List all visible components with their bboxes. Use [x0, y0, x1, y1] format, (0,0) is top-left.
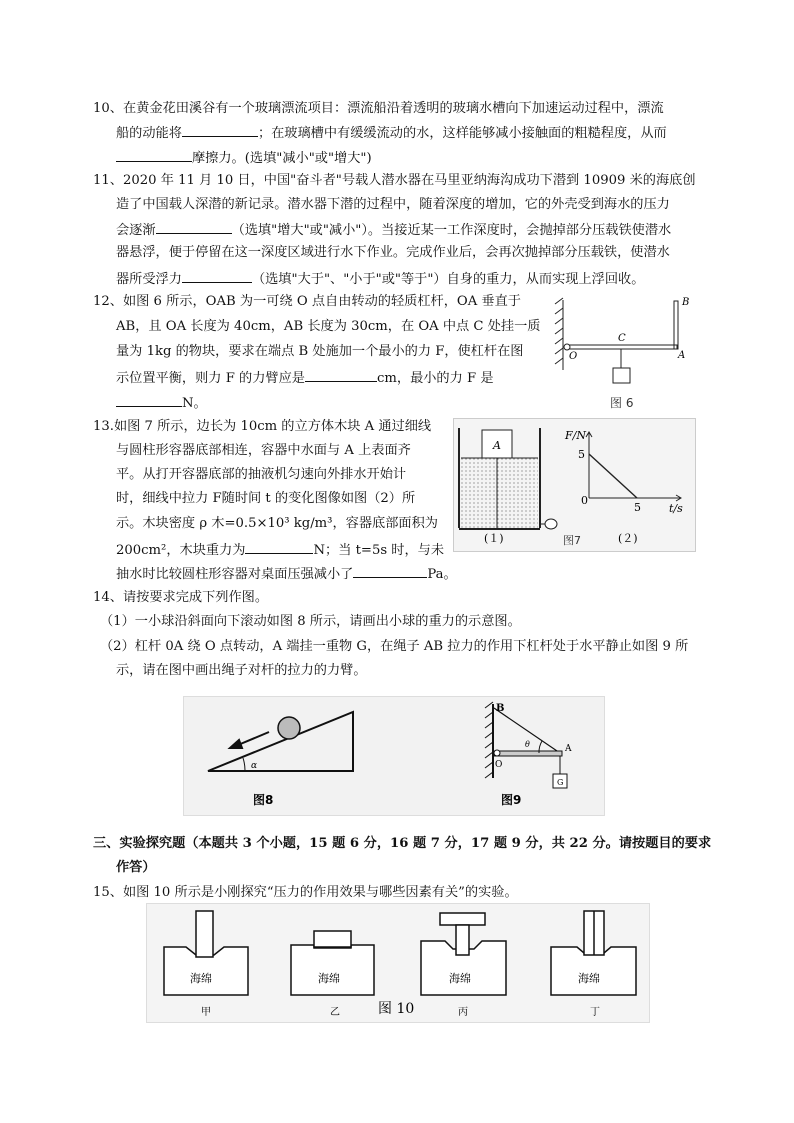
fig8-caption: 图8: [253, 793, 274, 807]
q12-text: N。: [182, 396, 207, 411]
q13-text: 抽水时比较圆柱形容器对桌面压强减小了: [116, 567, 354, 582]
q10-text: 摩擦力。(选填"减小"或"增大"): [192, 151, 372, 166]
figure-10: [146, 903, 650, 1023]
fig9-label-b: B: [496, 703, 505, 714]
fig7-origin: 0: [581, 494, 588, 507]
fig8-ball: [278, 717, 300, 739]
q10-text: 船的动能将: [116, 126, 182, 141]
fig7-pump: [545, 519, 557, 529]
fig7-label-a: A: [493, 439, 501, 452]
q14-line2: （1）一小球沿斜面向下滚动如图 8 所示，请画出小球的重力的示意图。: [100, 614, 521, 629]
q11-text: 会逐渐: [116, 223, 156, 238]
answer-blank[interactable]: [305, 367, 377, 382]
q11-line5: [116, 268, 644, 290]
q11-line3: [116, 219, 671, 241]
q14-line3: （2）杠杆 0A 绕 O 点转动，A 端挂一重物 G，在绳子 AB 拉力的作用下杠杆处于水平静止如图 9 所: [100, 639, 689, 654]
fig7-tick-x5: 5: [634, 501, 641, 514]
q13-line6: [116, 539, 444, 561]
q13-line4: 时，细线中拉力 F随时间 t 的变化图像如图（2）所: [116, 491, 416, 506]
fig10-caption: 图 10: [378, 1001, 415, 1017]
fig8-angle-label: α: [251, 761, 258, 771]
fig6-label-o: O: [569, 351, 578, 362]
q13-line2: 与圆柱形容器底部相连，容器中水面与 A 上表面齐: [116, 443, 411, 458]
q11-text: （选填"增大"或"减小"）。当接近某一工作深度时，会抛掉部分压载铁使潜水: [231, 223, 672, 238]
q14-line1: 14、请按要求完成下列作图。: [93, 590, 269, 605]
q11-line1: 11、2020 年 11 月 10 日，中国"奋斗者"号载人潜水器在马里亚纳海沟成功下潜到 10909 米的海底创: [93, 173, 696, 188]
fig6-lever-oa: [565, 345, 677, 349]
figure-6: [550, 292, 700, 412]
q13-line5: 示。木块密度 ρ 木=0.5×10³ kg/m³，容器底部面积为: [116, 516, 438, 531]
q15-line1: 15、如图 10 所示是小刚探究“压力的作用效果与哪些因素有关”的实验。: [93, 885, 518, 900]
fig6-label-c: C: [618, 333, 626, 344]
q13-line3: 平。从打开容器底部的抽液机匀速向外排水开始计: [116, 467, 407, 482]
q11-line4: 器悬浮，便于停留在这一深度区域进行水下作业。完成作业后，会再次抛掉部分压载铁，使潜水: [116, 245, 670, 260]
q12-line1: 12、如图 6 所示，OAB 为一可绕 O 点自由转动的轻质杠杆，OA 垂直于: [93, 294, 521, 309]
fig10-label-jia: 甲: [201, 1007, 211, 1018]
q10-text: ；在玻璃槽中有缓缓流动的水，这样能够减小接触面的粗糙程度，从而: [257, 126, 667, 141]
q13-text: Pa。: [427, 567, 457, 582]
fig7-xlabel: t/s: [669, 502, 683, 515]
q11-line2: 造了中国载人深潜的新记录。潜水器下潜的过程中，随着深度的增加，它的外壳受到海水的压力: [116, 197, 670, 212]
q13-line7: [116, 563, 457, 585]
q12-line2: AB，且 OA 长度为 40cm，AB 长度为 30cm，在 OA 中点 C 处挂一质: [116, 319, 541, 334]
q10-line2: [116, 122, 667, 144]
q11-text: 器所受浮力: [116, 272, 182, 287]
fig9-label-o: O: [495, 760, 503, 770]
section-3-heading-cont: 作答）: [116, 860, 156, 875]
fig10-sponge-bing: 海绵: [449, 972, 471, 985]
fig10-sponge-jia: 海绵: [190, 972, 212, 985]
answer-blank[interactable]: [156, 219, 232, 234]
q12-text: 示位置平衡，则力 F 的力臂应是: [116, 371, 305, 386]
answer-blank[interactable]: [182, 122, 258, 137]
fig9-theta: θ: [525, 740, 530, 749]
fig7-sub2: (２): [618, 532, 638, 545]
fig6-caption: 图 6: [610, 396, 634, 410]
fig9-pivot: [494, 750, 500, 756]
figure-7: [453, 418, 696, 552]
fig7-ylabel: F/N: [565, 429, 586, 442]
fig6-pivot: [564, 344, 570, 350]
fig6-block: [613, 368, 630, 383]
answer-blank[interactable]: [353, 563, 427, 578]
answer-blank[interactable]: [245, 539, 313, 554]
q13-line1: 13.如图 7 所示，边长为 10cm 的立方体木块 A 通过细线: [93, 419, 432, 434]
answer-blank[interactable]: [182, 268, 252, 283]
q10-line1: 10、在黄金花田溪谷有一个玻璃漂流项目：漂流船沿着透明的玻璃水槽向下加速运动过程中，漂流: [93, 101, 664, 116]
fig9-caption: 图9: [501, 793, 522, 807]
fig9-lever-oa: [494, 751, 562, 756]
fig9-label-a: A: [565, 744, 572, 754]
q12-line5: [116, 392, 207, 414]
q12-line4: [116, 367, 494, 389]
fig10-label-ding: 丁: [590, 1007, 600, 1018]
q12-text: cm，最小的力 F 是: [376, 371, 494, 386]
q13-text: 200cm²，木块重力为: [116, 543, 246, 558]
answer-blank[interactable]: [116, 147, 192, 162]
section-3-heading: 三、实验探究题（本题共 3 个小题，15 题 6 分，16 题 7 分，17 题 9 分，共 22 分。请按题目的要求: [93, 836, 712, 851]
fig7-caption: 图7: [563, 534, 581, 547]
fig10-label-yi: 乙: [330, 1007, 340, 1018]
fig6-label-a: A: [678, 350, 686, 361]
figure-8-9: [183, 696, 605, 816]
fig10-label-bing: 丙: [458, 1007, 468, 1018]
q12-line3: 量为 1kg 的物块，要求在端点 B 处施加一个最小的力 F，使杠杆在图: [116, 344, 524, 359]
fig6-label-b: B: [682, 297, 690, 308]
fig10-sponge-yi: 海绵: [318, 972, 340, 985]
fig9-label-g: G: [557, 778, 564, 787]
q13-text: N；当 t=5s 时，与未: [313, 543, 445, 558]
q14-line4: 示，请在图中画出绳子对杆的拉力的力臂。: [116, 663, 367, 678]
fig7-tick-y5: 5: [578, 448, 585, 461]
answer-blank[interactable]: [116, 392, 182, 407]
fig6-lever-ab: [674, 301, 678, 349]
q11-text: （选填"大于"、"小于"或"等于"）自身的重力，从而实现上浮回收。: [251, 272, 645, 287]
fig10-sponge-ding: 海绵: [578, 972, 600, 985]
fig7-sub1: (１): [484, 532, 504, 545]
q10-line3: [116, 147, 372, 169]
